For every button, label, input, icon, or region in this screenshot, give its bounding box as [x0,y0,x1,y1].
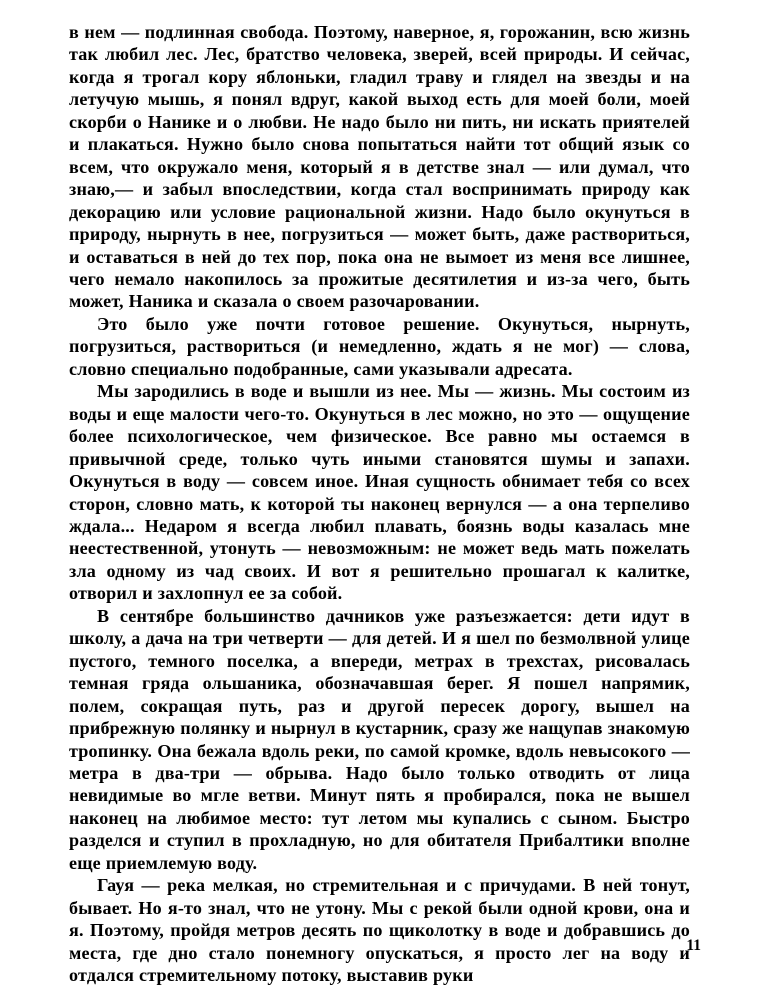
paragraph: В сентябре большинство дачников уже разъезжается: дети идут в школу, а дача на три четверти — для детей. И я шел по безмолвной улице пустого, темного поселка, а впереди, метрах в трехстах, рисовалась темная гряда ольшаника, обозначавшая берег. Я пошел напрямик, полем, сокращая путь, раз и другой пересек дорогу, вышел на прибрежную полянку и нырнул в кустарник, сразу же нащупав знакомую тропинку. Она бежала вдоль реки, по самой кромке, вдоль невысокого — метра в два-три — обрыва. Надо было только отводить от лица невидимые во мгле ветви. Минут пять я пробирался, пока не вышел наконец на любимое место: тут летом мы купались с сыном. Быстро разделся и ступил в прохладную, но для обитателя Прибалтики вполне еще приемлемую воду. [69,605,690,873]
paragraph: Гауя — река мелкая, но стремительная и с причудами. В ней тонут, бывает. Но я-то знал, что не утону. Мы с рекой были одной крови, она и я. Поэтому, пройдя метров десять по щиколотку в воде и добравшись до места, где дно стало понемногу опускаться, я просто лег на воду и отдался стремительному потоку, выставив руки [69,875,690,986]
paragraph: Мы зародились в воде и вышли из нее. Мы — жизнь. Мы состоим из воды и еще малости чего-то. Окунуться в лес можно, но это — ощущение более психологическое, чем физическое. Все равно мы остаемся в привычной среде, только чуть иными становятся шумы и запахи. Окунуться в воду — совсем иное. Иная сущность обнимает тебя со всех сторон, словно мать, к которой ты наконец вернулся — а она терпеливо ждала... Недаром я всегда любил плавать, боязнь воды казалась мне неестественной, утонуть — невозможным: не может ведь мать пожелать зла одному из чад своих. И вот я решительно прошагал к калитке, отворил и захлопнул ее за собой. [69,381,690,604]
paragraph: в нем — подлинная свобода. Поэтому, наверное, я, горожанин, всю жизнь так любил лес. Лес, братство человека, зверей, всей природы. И сейчас, когда я трогал кору яблоньки, гладил траву и глядел на звезды и на летучую мышь, я понял вдруг, какой выход есть для моей боли, моей скорби о Нанике и о любви. Не надо было ни пить, ни искать приятелей и плакаться. Нужно было снова попытаться найти тот общий язык со всем, что окружало меня, который я в детстве знал — или думал, что знаю,— и забыл впоследствии, когда стал воспринимать природу как декорацию или условие рациональной жизни. Надо было окунуться в природу, нырнуть в нее, погрузиться — может быть, даже раствориться, и оставаться в ней до тех пор, пока она не вымоет из меня все лишнее, чего немало накопилось за прожитые десятилетия и из-за чего, быть может, Наника и сказала о своем разочаровании. [69,22,690,312]
page-text-block [69,21,690,986]
paragraph: Это было уже почти готовое решение. Окунуться, нырнуть, погрузиться, раствориться (и немедленно, ждать я не мог) — слова, словно специально подобранные, сами указывали адресата. [69,313,690,379]
page-number: 11 [686,937,701,954]
